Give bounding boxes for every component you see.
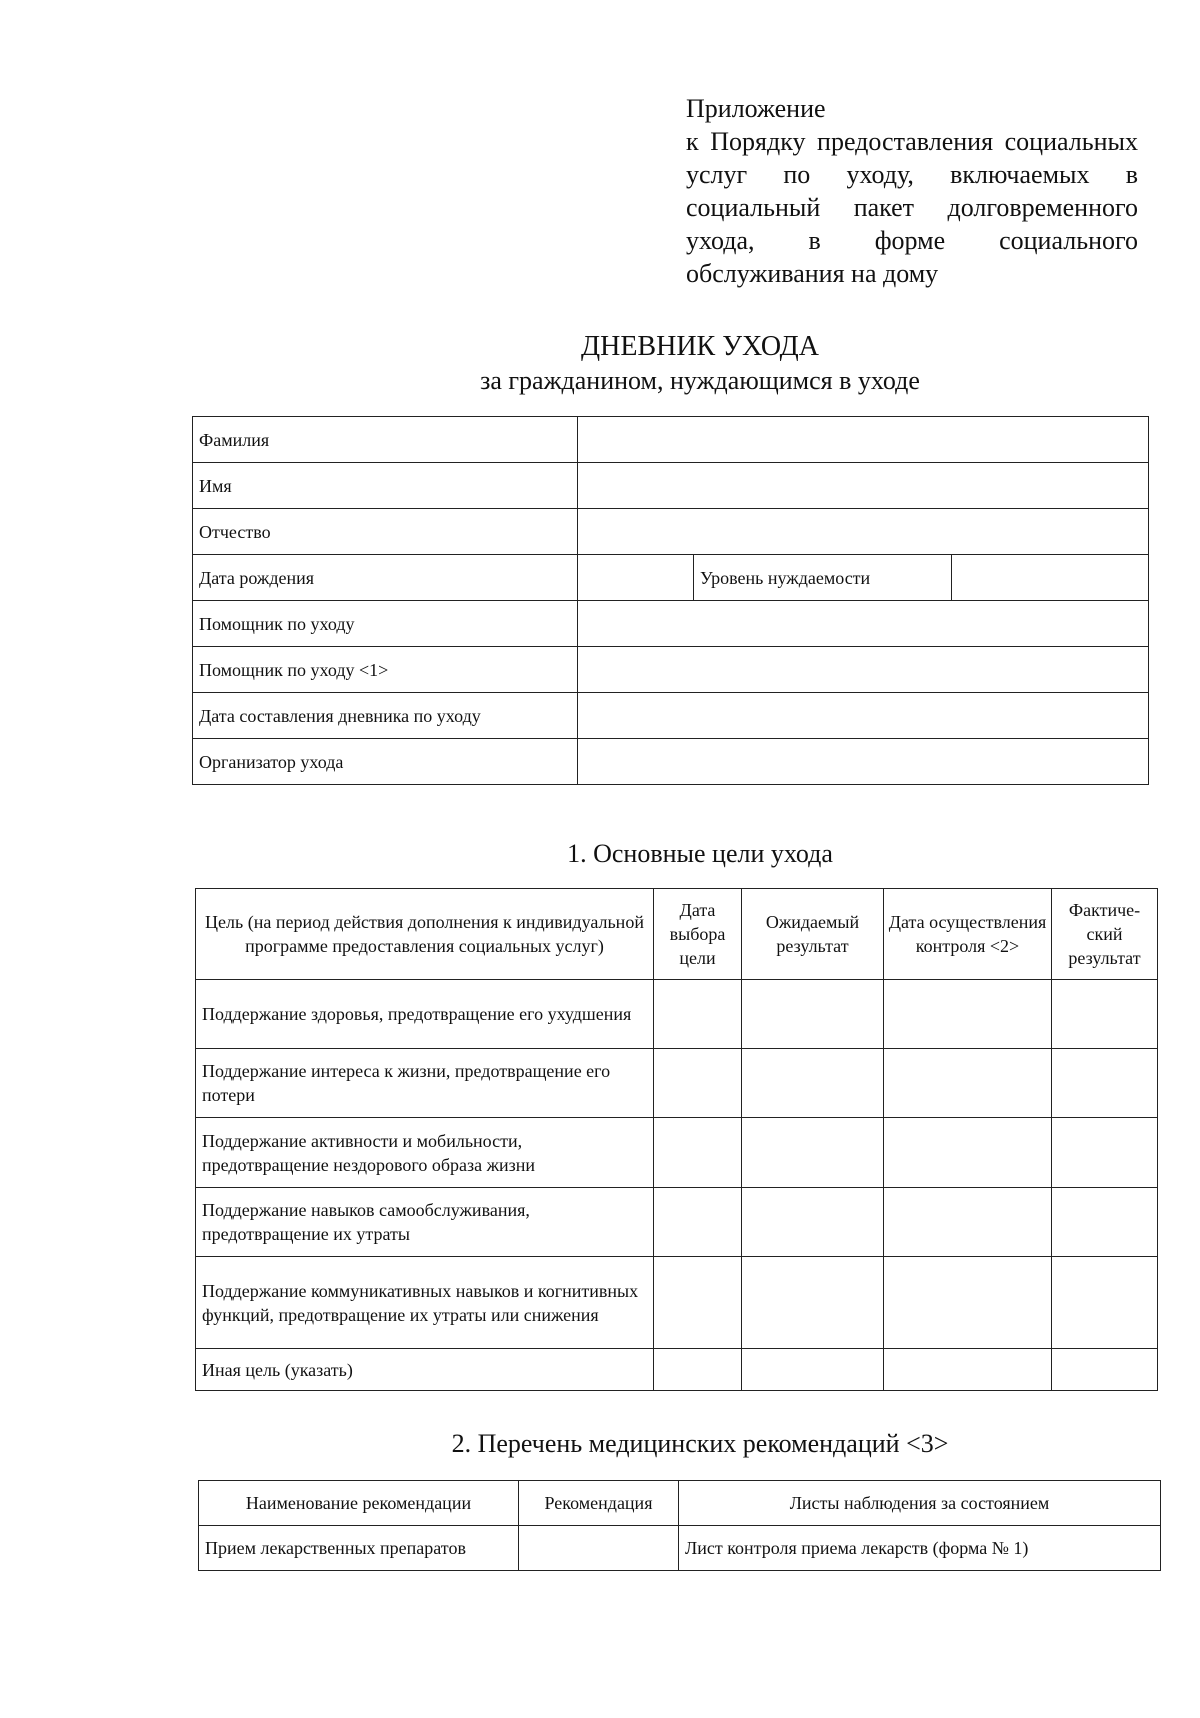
- select-date-header: Дата выбора цели: [654, 889, 742, 980]
- surname-field[interactable]: [578, 417, 1149, 463]
- table-row: [193, 693, 1149, 739]
- care-organizer-label: Организатор ухода: [193, 739, 578, 785]
- care-assistant-label: Помощник по уходу: [193, 601, 578, 647]
- patronymic-label: Отчество: [193, 509, 578, 555]
- table-row: [193, 601, 1149, 647]
- expected-result-cell[interactable]: [742, 1349, 884, 1391]
- control-date-cell[interactable]: [884, 1049, 1052, 1118]
- expected-result-cell[interactable]: [742, 980, 884, 1049]
- appendix-text: к Порядку предоставления социальных услуг по уходу, включаемых в социальный пакет долговременного ухода, в форме социального обслуживания на дому: [686, 127, 1138, 288]
- care-assistant-field[interactable]: [578, 601, 1149, 647]
- actual-result-cell[interactable]: [1052, 1188, 1158, 1257]
- goal-cell: Поддержание коммуникативных навыков и когнитивных функций, предотвращение их утраты или снижения: [196, 1257, 654, 1349]
- observation-sheets-header: Листы наблюдения за состоянием: [679, 1481, 1161, 1526]
- select-date-cell[interactable]: [654, 1118, 742, 1188]
- section-1-heading: 1. Основные цели ухода: [567, 839, 833, 868]
- control-date-header: Дата осуществления контроля <2>: [884, 889, 1052, 980]
- select-date-cell[interactable]: [654, 980, 742, 1049]
- goal-cell: Поддержание здоровья, предотвращение его ухудшения: [196, 980, 654, 1049]
- control-date-cell[interactable]: [884, 1118, 1052, 1188]
- document-title: ДНЕВНИК УХОДА: [581, 331, 819, 362]
- actual-result-cell[interactable]: [1052, 1118, 1158, 1188]
- patronymic-field[interactable]: [578, 509, 1149, 555]
- diary-date-label: Дата составления дневника по уходу: [193, 693, 578, 739]
- table-row: [193, 555, 1149, 601]
- actual-result-cell[interactable]: [1052, 1049, 1158, 1118]
- actual-result-cell[interactable]: [1052, 1257, 1158, 1349]
- control-date-cell[interactable]: [884, 980, 1052, 1049]
- name-field[interactable]: [578, 463, 1149, 509]
- section-2-heading: 2. Перечень медицинских рекомендаций <3>: [451, 1429, 949, 1458]
- select-date-cell[interactable]: [654, 1349, 742, 1391]
- table-row: [193, 739, 1149, 785]
- expected-result-header: Ожидаемый результат: [742, 889, 884, 980]
- expected-result-cell[interactable]: [742, 1188, 884, 1257]
- birth-date-field[interactable]: [578, 555, 694, 601]
- recommendation-name-header: Наименование рекомендации: [199, 1481, 519, 1526]
- actual-result-header: Фактиче-ский результат: [1052, 889, 1158, 980]
- birth-date-label: Дата рождения: [193, 555, 578, 601]
- goal-cell: Поддержание интереса к жизни, предотвращение его потери: [196, 1049, 654, 1118]
- goal-header: Цель (на период действия дополнения к индивидуальной программе предоставления социальных услуг): [196, 889, 654, 980]
- document-subtitle: за гражданином, нуждающимся в уходе: [480, 366, 920, 395]
- personal-info-table: [192, 416, 1149, 785]
- name-label: Имя: [193, 463, 578, 509]
- table-row: [196, 1118, 1158, 1188]
- table-row: [193, 417, 1149, 463]
- actual-result-cell[interactable]: [1052, 1349, 1158, 1391]
- table-row: [196, 1257, 1158, 1349]
- select-date-cell[interactable]: [654, 1049, 742, 1118]
- table-row: [196, 1049, 1158, 1118]
- table-row: [199, 1526, 1161, 1571]
- goal-cell: Иная цель (указать): [196, 1349, 654, 1391]
- control-date-cell[interactable]: [884, 1257, 1052, 1349]
- need-level-field[interactable]: [952, 555, 1149, 601]
- surname-label: Фамилия: [193, 417, 578, 463]
- table-row: [193, 647, 1149, 693]
- table-row: [196, 980, 1158, 1049]
- care-assistant-2-field[interactable]: [578, 647, 1149, 693]
- expected-result-cell[interactable]: [742, 1257, 884, 1349]
- table-row: [193, 463, 1149, 509]
- goal-cell: Поддержание активности и мобильности, предотвращение нездорового образа жизни: [196, 1118, 654, 1188]
- table-row: [193, 509, 1149, 555]
- goal-cell: Поддержание навыков самообслуживания, предотвращение их утраты: [196, 1188, 654, 1257]
- table-row: [196, 1188, 1158, 1257]
- care-goals-table: [195, 888, 1158, 1391]
- actual-result-cell[interactable]: [1052, 980, 1158, 1049]
- select-date-cell[interactable]: [654, 1257, 742, 1349]
- appendix-block: [686, 92, 1138, 290]
- medical-recommendations-table: [198, 1480, 1161, 1571]
- control-date-cell[interactable]: [884, 1349, 1052, 1391]
- table-header-row: [196, 889, 1158, 980]
- expected-result-cell[interactable]: [742, 1118, 884, 1188]
- observation-sheet-cell: Лист контроля приема лекарств (форма № 1): [679, 1526, 1161, 1571]
- expected-result-cell[interactable]: [742, 1049, 884, 1118]
- care-organizer-field[interactable]: [578, 739, 1149, 785]
- table-header-row: [199, 1481, 1161, 1526]
- appendix-title: Приложение: [686, 94, 826, 123]
- control-date-cell[interactable]: [884, 1188, 1052, 1257]
- care-assistant-2-label: Помощник по уходу <1>: [193, 647, 578, 693]
- recommendation-name-cell: Прием лекарственных препаратов: [199, 1526, 519, 1571]
- table-row: [196, 1349, 1158, 1391]
- recommendation-header: Рекомендация: [519, 1481, 679, 1526]
- recommendation-cell[interactable]: [519, 1526, 679, 1571]
- diary-date-field[interactable]: [578, 693, 1149, 739]
- select-date-cell[interactable]: [654, 1188, 742, 1257]
- need-level-label: Уровень нуждаемости: [694, 555, 952, 601]
